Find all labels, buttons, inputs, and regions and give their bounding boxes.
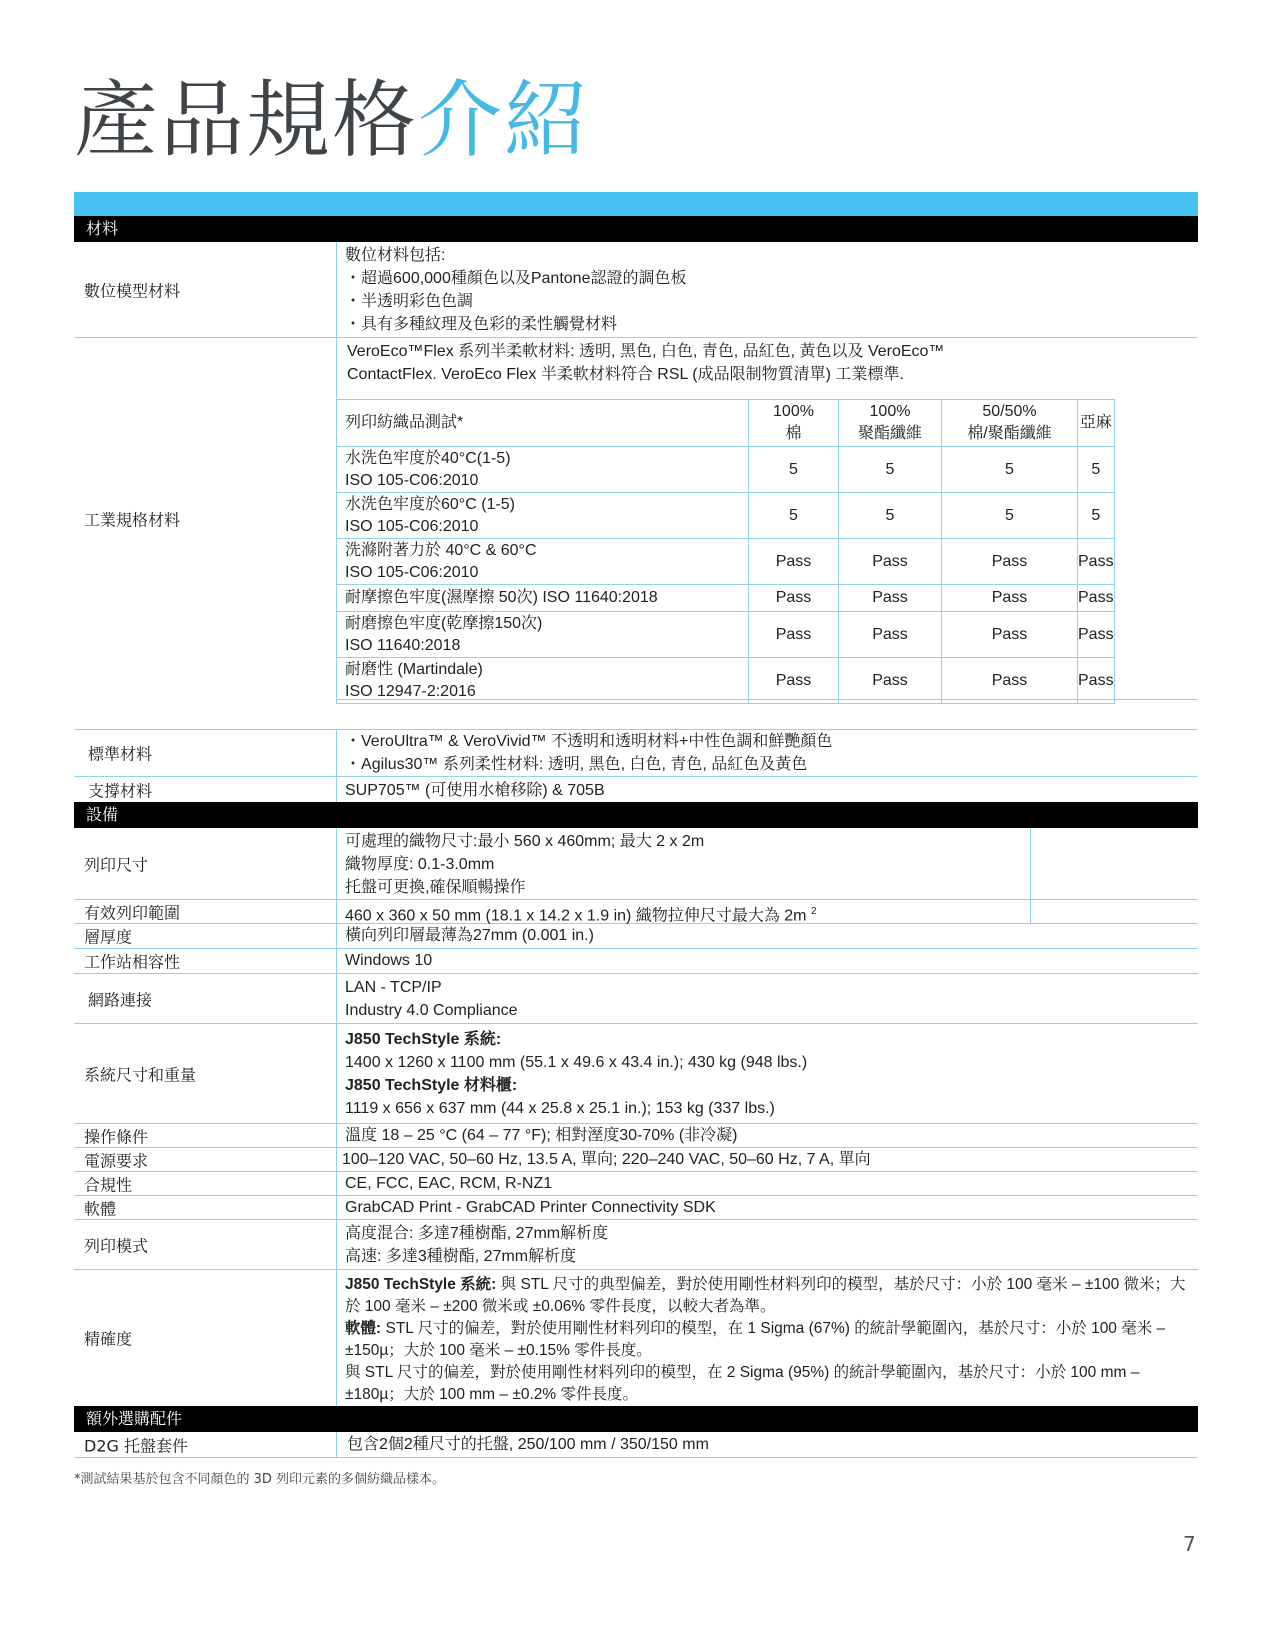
spec-label: D2G 托盤套件 bbox=[84, 1436, 188, 1455]
spec-line: GrabCAD Print - GrabCAD Printer Connectivity SDK bbox=[345, 1199, 716, 1216]
col-header-linen: 亞麻 bbox=[1078, 400, 1115, 447]
spec-row-d2g-tray bbox=[74, 1432, 1198, 1458]
result-cell: Pass bbox=[942, 612, 1078, 658]
result-cell: Pass bbox=[839, 658, 942, 704]
spec-label: 列印模式 bbox=[84, 1236, 149, 1255]
spec-value bbox=[336, 242, 1198, 337]
col-header-test: 列印紡織品測試* bbox=[337, 400, 749, 447]
empty-cell bbox=[1030, 900, 1198, 923]
spec-row-digital-materials bbox=[74, 242, 1198, 338]
table-row bbox=[337, 493, 1115, 539]
spec-line: 高速: 多達3種樹酯, 27mm解析度 bbox=[345, 1248, 577, 1265]
col-header-blend: 50/50% 棉/聚酯纖維 bbox=[942, 400, 1078, 447]
page-number: 7 bbox=[1183, 1532, 1196, 1556]
spec-label: 精確度 bbox=[84, 1329, 133, 1349]
spec-row-compliance bbox=[74, 1172, 1198, 1196]
result-cell: 5 bbox=[749, 447, 839, 493]
spec-paragraph: 軟體: STL 尺寸的偏差，對於使用剛性材料列印的模型，在 1 Sigma (67%) 的統計學範圍內，基於尺寸：小於 100 毫米 – ±150µ；大於 100 毫米 – ±0.15% 零件長度。 bbox=[345, 1320, 1166, 1359]
spec-label: 工業規格材料 bbox=[84, 510, 181, 530]
spec-value bbox=[336, 1220, 1198, 1269]
spec-row-power bbox=[74, 1148, 1198, 1172]
table-row bbox=[337, 658, 1115, 704]
result-cell: Pass bbox=[749, 585, 839, 612]
spec-row-accuracy bbox=[74, 1270, 1198, 1406]
result-cell: Pass bbox=[1078, 539, 1115, 585]
table-row bbox=[337, 539, 1115, 585]
spec-row-support-materials bbox=[74, 777, 1198, 802]
result-cell: 5 bbox=[1078, 447, 1115, 493]
test-name: 耐磨擦色牢度(乾摩擦150次) ISO 11640:2018 bbox=[337, 612, 749, 658]
section-header-accessories: 額外選購配件 bbox=[74, 1406, 1198, 1432]
col-header-cotton: 100% 棉 bbox=[749, 400, 839, 447]
spec-row-operating bbox=[74, 1124, 1198, 1148]
section-header-equipment: 設備 bbox=[74, 802, 1198, 828]
result-cell: Pass bbox=[942, 658, 1078, 704]
section-header-materials: 材料 bbox=[74, 216, 1198, 242]
spec-line: LAN - TCP/IP bbox=[345, 979, 442, 996]
result-cell: Pass bbox=[942, 539, 1078, 585]
spec-label: 支撐材料 bbox=[88, 781, 153, 800]
spec-paragraph: J850 TechStyle 系統: 與 STL 尺寸的典型偏差，對於使用剛性材料列印的模型，基於尺寸：小於 100 毫米 – ±100 微米；大於 100 毫米 – ±200 微米或 ±0.06% 零件長度，以較大者為準。 bbox=[345, 1276, 1186, 1315]
spec-line: Windows 10 bbox=[345, 952, 433, 969]
result-cell: Pass bbox=[839, 539, 942, 585]
table-row bbox=[337, 447, 1115, 493]
spec-line: 1119 x 656 x 637 mm (44 x 25.8 x 25.1 in.); 153 kg (337 lbs.) bbox=[345, 1100, 775, 1117]
table-header-row bbox=[337, 400, 1115, 447]
spec-label: 列印尺寸 bbox=[84, 855, 149, 874]
result-cell: 5 bbox=[942, 493, 1078, 539]
spec-label: 系統尺寸和重量 bbox=[84, 1065, 197, 1084]
test-name: 水洗色牢度於40°C(1-5) ISO 105-C06:2010 bbox=[337, 447, 749, 493]
result-cell: 5 bbox=[1078, 493, 1115, 539]
spec-line: CE, FCC, EAC, RCM, R-NZ1 bbox=[345, 1175, 553, 1192]
test-name: 耐摩擦色牢度(濕摩擦 50次) ISO 11640:2018 bbox=[337, 585, 749, 612]
spec-line: 可處理的織物尺寸:最小 560 x 460mm; 最大 2 x 2m bbox=[345, 833, 705, 850]
spec-value bbox=[336, 730, 1198, 776]
page-title-part2: 介紹 bbox=[418, 71, 591, 169]
spec-line: 織物厚度: 0.1-3.0mm bbox=[345, 856, 495, 873]
spec-row-print-area bbox=[74, 900, 1198, 924]
spec-label: 數位模型材料 bbox=[84, 281, 181, 300]
spec-label: 操作條件 bbox=[84, 1127, 149, 1146]
spec-label: 工作站相容性 bbox=[84, 952, 181, 972]
spec-bullet: ・ VeroUltra™ & VeroVivid™ 不透明和透明材料+中性色調和鮮艷顏色 bbox=[345, 730, 1198, 753]
spec-bullet: ・ 半透明彩色色調 bbox=[345, 290, 1198, 313]
textile-test-table bbox=[336, 399, 1115, 704]
result-cell: 5 bbox=[942, 447, 1078, 493]
spec-row-print-modes bbox=[74, 1220, 1198, 1270]
test-name: 洗滌附著力於 40°C & 60°C ISO 105-C06:2010 bbox=[337, 539, 749, 585]
spec-heading: J850 TechStyle 系統: bbox=[345, 1031, 502, 1048]
spec-bullet: ・ 具有多種紋理及色彩的柔性觸覺材料 bbox=[345, 313, 1198, 336]
spec-line: 1400 x 1260 x 1100 mm (55.1 x 49.6 x 43.4 in.); 430 kg (948 lbs.) bbox=[345, 1054, 808, 1071]
spec-value bbox=[336, 1124, 1198, 1147]
spec-value bbox=[336, 1024, 1198, 1123]
result-cell: 5 bbox=[839, 447, 942, 493]
spec-value bbox=[336, 1432, 1198, 1457]
spec-row-industrial-materials bbox=[74, 338, 1198, 700]
footnote: *測試結果基於包含不同顏色的 3D 列印元素的多個紡織品樣本。 bbox=[74, 1472, 446, 1487]
test-name: 水洗色牢度於60°C (1-5) ISO 105-C06:2010 bbox=[337, 493, 749, 539]
test-name: 耐磨性 (Martindale) ISO 12947-2:2016 bbox=[337, 658, 749, 704]
spec-line: VeroEco™Flex 系列半柔軟材料: 透明, 黑色, 白色, 青色, 品紅色, 黃色以及 VeroEco™ bbox=[347, 343, 945, 360]
result-cell: 5 bbox=[839, 493, 942, 539]
spec-line: 數位材料包括: bbox=[345, 247, 446, 264]
spec-label: 網路連接 bbox=[88, 990, 153, 1009]
table-row bbox=[337, 612, 1115, 658]
table-row bbox=[337, 585, 1115, 612]
spec-value bbox=[336, 1196, 1198, 1219]
spec-value bbox=[336, 1270, 1198, 1406]
spec-row-network bbox=[74, 974, 1198, 1024]
result-cell: Pass bbox=[1078, 658, 1115, 704]
spec-line: 100–120 VAC, 50–60 Hz, 13.5 A, 單向; 220–240 VAC, 50–60 Hz, 7 A, 單向 bbox=[342, 1151, 871, 1168]
result-cell: Pass bbox=[839, 612, 942, 658]
spec-line: 460 x 360 x 50 mm (18.1 x 14.2 x 1.9 in) 織物拉伸尺寸最大為 2m $^2$ bbox=[345, 906, 817, 925]
col-header-polyester: 100% 聚酯纖維 bbox=[839, 400, 942, 447]
spec-row-size-weight bbox=[74, 1024, 1198, 1124]
empty-cell bbox=[1030, 828, 1198, 899]
result-cell: Pass bbox=[749, 539, 839, 585]
spec-label: 合規性 bbox=[84, 1175, 133, 1194]
result-cell: Pass bbox=[942, 585, 1078, 612]
spec-label: 電源要求 bbox=[84, 1151, 149, 1170]
spec-paragraph: 與 STL 尺寸的偏差，對於使用剛性材料列印的模型，在 2 Sigma (95%) 的統計學範圍內，基於尺寸：小於 100 mm – ±180µ；大於 100 mm – ±0.2% 零件長度。 bbox=[345, 1364, 1140, 1403]
spec-value bbox=[336, 949, 1198, 973]
result-cell: 5 bbox=[749, 493, 839, 539]
spec-value bbox=[336, 974, 1198, 1023]
spec-row-workstation bbox=[74, 949, 1198, 974]
spec-heading: J850 TechStyle 材料櫃: bbox=[345, 1077, 518, 1094]
spec-line: Industry 4.0 Compliance bbox=[345, 1002, 518, 1019]
result-cell: Pass bbox=[1078, 585, 1115, 612]
result-cell: Pass bbox=[1078, 612, 1115, 658]
spec-label: 有效列印範圍 bbox=[84, 903, 181, 922]
result-cell: Pass bbox=[839, 585, 942, 612]
result-cell: Pass bbox=[749, 658, 839, 704]
spec-line: ContactFlex. VeroEco Flex 半柔軟材料符合 RSL (成品限制物質清單) 工業標準. bbox=[347, 366, 904, 383]
page-title bbox=[74, 71, 591, 169]
spec-line: 托盤可更換,確保順暢操作 bbox=[345, 879, 526, 896]
spec-line: 溫度 18 – 25 °C (64 – 77 °F); 相對溼度30-70% (非冷凝) bbox=[345, 1127, 738, 1144]
spec-label: 層厚度 bbox=[84, 927, 133, 947]
spec-row-software bbox=[74, 1196, 1198, 1220]
spec-line: 包含2個2種尺寸的托盤, 250/100 mm / 350/150 mm bbox=[347, 1436, 709, 1453]
spec-value bbox=[336, 924, 1198, 948]
spec-row-standard-materials bbox=[74, 729, 1198, 777]
spec-value bbox=[336, 777, 1198, 802]
spec-label: 軟體 bbox=[84, 1199, 117, 1218]
spec-value bbox=[336, 1148, 1198, 1171]
spec-bullet: ・ Agilus30™ 系列柔性材料: 透明, 黑色, 白色, 青色, 品紅色及黃色 bbox=[345, 753, 1198, 776]
spec-value bbox=[336, 1172, 1198, 1195]
page-title-part1: 產品規格 bbox=[74, 71, 419, 169]
spec-bullet: ・ 超過600,000種顏色以及Pantone認證的調色板 bbox=[345, 267, 1198, 290]
spec-line: 高度混合: 多達7種樹酯, 27mm解析度 bbox=[345, 1225, 609, 1242]
result-cell: Pass bbox=[749, 612, 839, 658]
spec-line: 橫向列印層最薄為27mm (0.001 in.) bbox=[345, 927, 594, 944]
spec-line: SUP705™ (可使用水槍移除) & 705B bbox=[345, 782, 605, 799]
spec-label: 標準材料 bbox=[88, 744, 153, 764]
spec-row-print-size bbox=[74, 828, 1198, 900]
spec-row-layer-thickness bbox=[74, 924, 1198, 949]
